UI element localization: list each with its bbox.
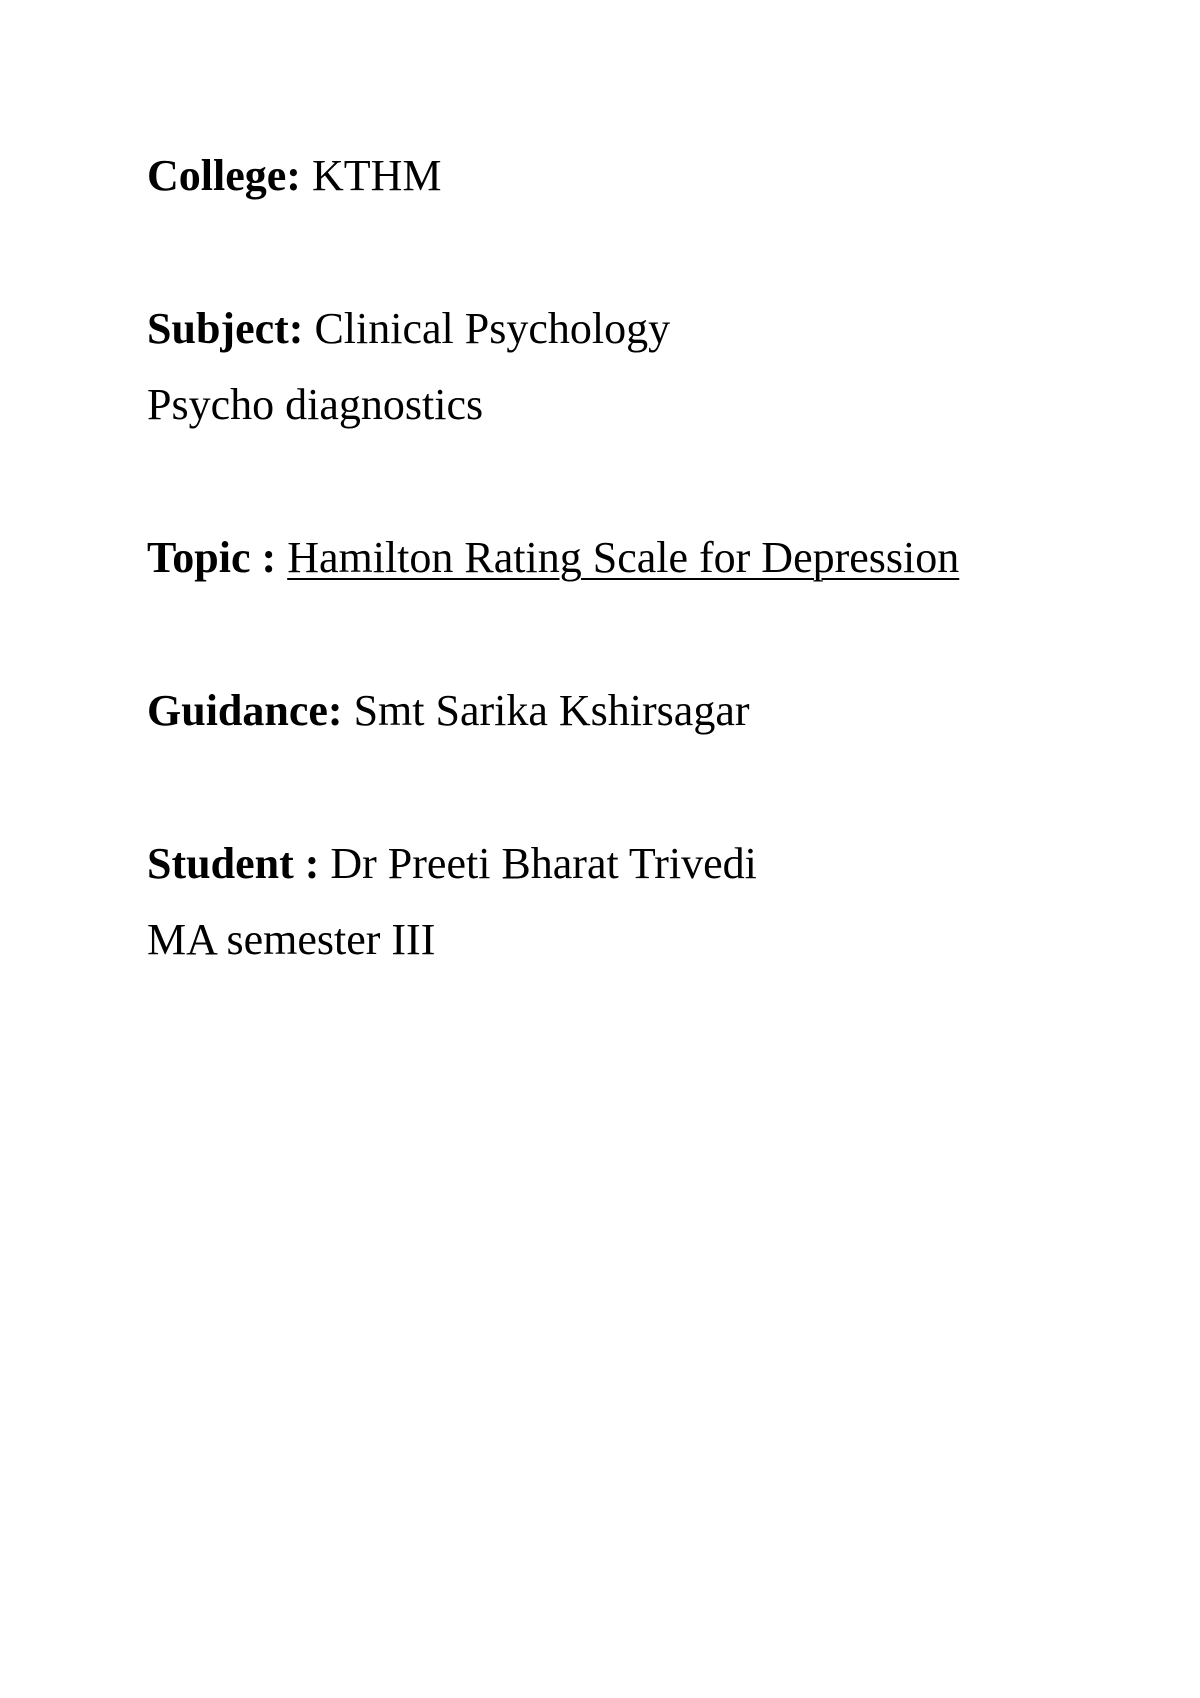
subject-line xyxy=(147,303,670,355)
student-label: Student : xyxy=(147,839,320,888)
college-line xyxy=(147,150,442,202)
subject-subline: Psycho diagnostics xyxy=(147,380,484,429)
student-subline: MA semester III xyxy=(147,915,436,964)
subject-value: Clinical Psychology xyxy=(314,304,671,353)
topic-value: Hamilton Rating Scale for Depression xyxy=(287,533,960,582)
guidance-value: Smt Sarika Kshirsagar xyxy=(353,686,750,735)
college-value: KTHM xyxy=(311,151,442,200)
college-label: College: xyxy=(147,151,301,200)
subject-label: Subject: xyxy=(147,304,304,353)
topic-label: Topic : xyxy=(147,533,277,582)
topic-line xyxy=(147,532,959,584)
guidance-label: Guidance: xyxy=(147,686,343,735)
guidance-line xyxy=(147,685,750,737)
student-line xyxy=(147,838,757,890)
student-value: Dr Preeti Bharat Trivedi xyxy=(330,839,757,888)
